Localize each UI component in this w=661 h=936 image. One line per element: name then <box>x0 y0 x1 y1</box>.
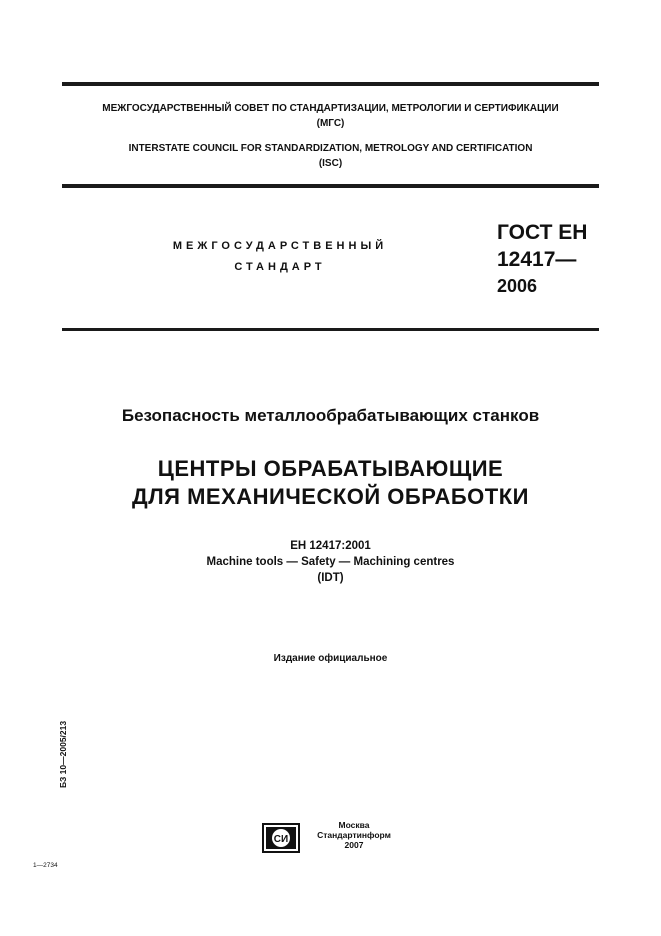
document-subtitle: Безопасность металлообрабатывающих станков <box>121 406 540 425</box>
standard-type-line2: СТАНДАРТ <box>234 261 326 273</box>
standartinform-logo-icon <box>262 823 300 853</box>
publisher-year: 2007 <box>344 840 364 850</box>
document-title-line2: ДЛЯ МЕХАНИЧЕСКОЙ ОБРАБОТКИ <box>132 484 529 509</box>
council-ru <box>62 101 599 131</box>
publisher <box>306 820 402 850</box>
vertical-code: БЗ 10—2005/213 <box>58 720 68 788</box>
standard-code-line1: ГОСТ ЕН <box>497 221 588 244</box>
council-en <box>62 141 599 171</box>
standard-type <box>150 236 410 278</box>
council-en-abbr: (ISC) <box>318 158 343 169</box>
document-title <box>40 455 621 511</box>
standard-type-line1: МЕЖГОСУДАРСТВЕННЫЙ <box>172 240 388 252</box>
source-english-title: Machine tools — Safety — Machining centres <box>206 556 455 568</box>
council-en-name: INTERSTATE COUNCIL FOR STANDARDIZATION, METROLOGY AND CERTIFICATION <box>128 143 533 154</box>
top-rule <box>62 82 599 86</box>
source-standard <box>62 538 599 586</box>
document-title-line1: ЦЕНТРЫ ОБРАБАТЫВАЮЩИЕ <box>157 456 504 481</box>
print-code: 1—2734 <box>33 862 58 869</box>
svg-text:СИ: СИ <box>273 834 289 845</box>
standard-code-year: 2006 <box>497 276 538 296</box>
publisher-city: Москва <box>338 820 370 830</box>
publisher-name: Стандартинформ <box>317 830 391 840</box>
source-ref: ЕН 12417:2001 <box>290 540 371 552</box>
standard-code <box>497 219 587 300</box>
bottom-rule <box>62 328 599 331</box>
council-ru-name: МЕЖГОСУДАРСТВЕННЫЙ СОВЕТ ПО СТАНДАРТИЗАЦИИ, МЕТРОЛОГИИ И СЕРТИФИКАЦИИ <box>102 103 559 114</box>
source-equivalence: (IDT) <box>317 572 344 584</box>
middle-rule <box>62 184 599 188</box>
edition-label: Издание официальное <box>273 653 388 664</box>
standard-code-line2: 12417— <box>497 248 577 271</box>
council-ru-abbr: (МГС) <box>316 118 345 129</box>
